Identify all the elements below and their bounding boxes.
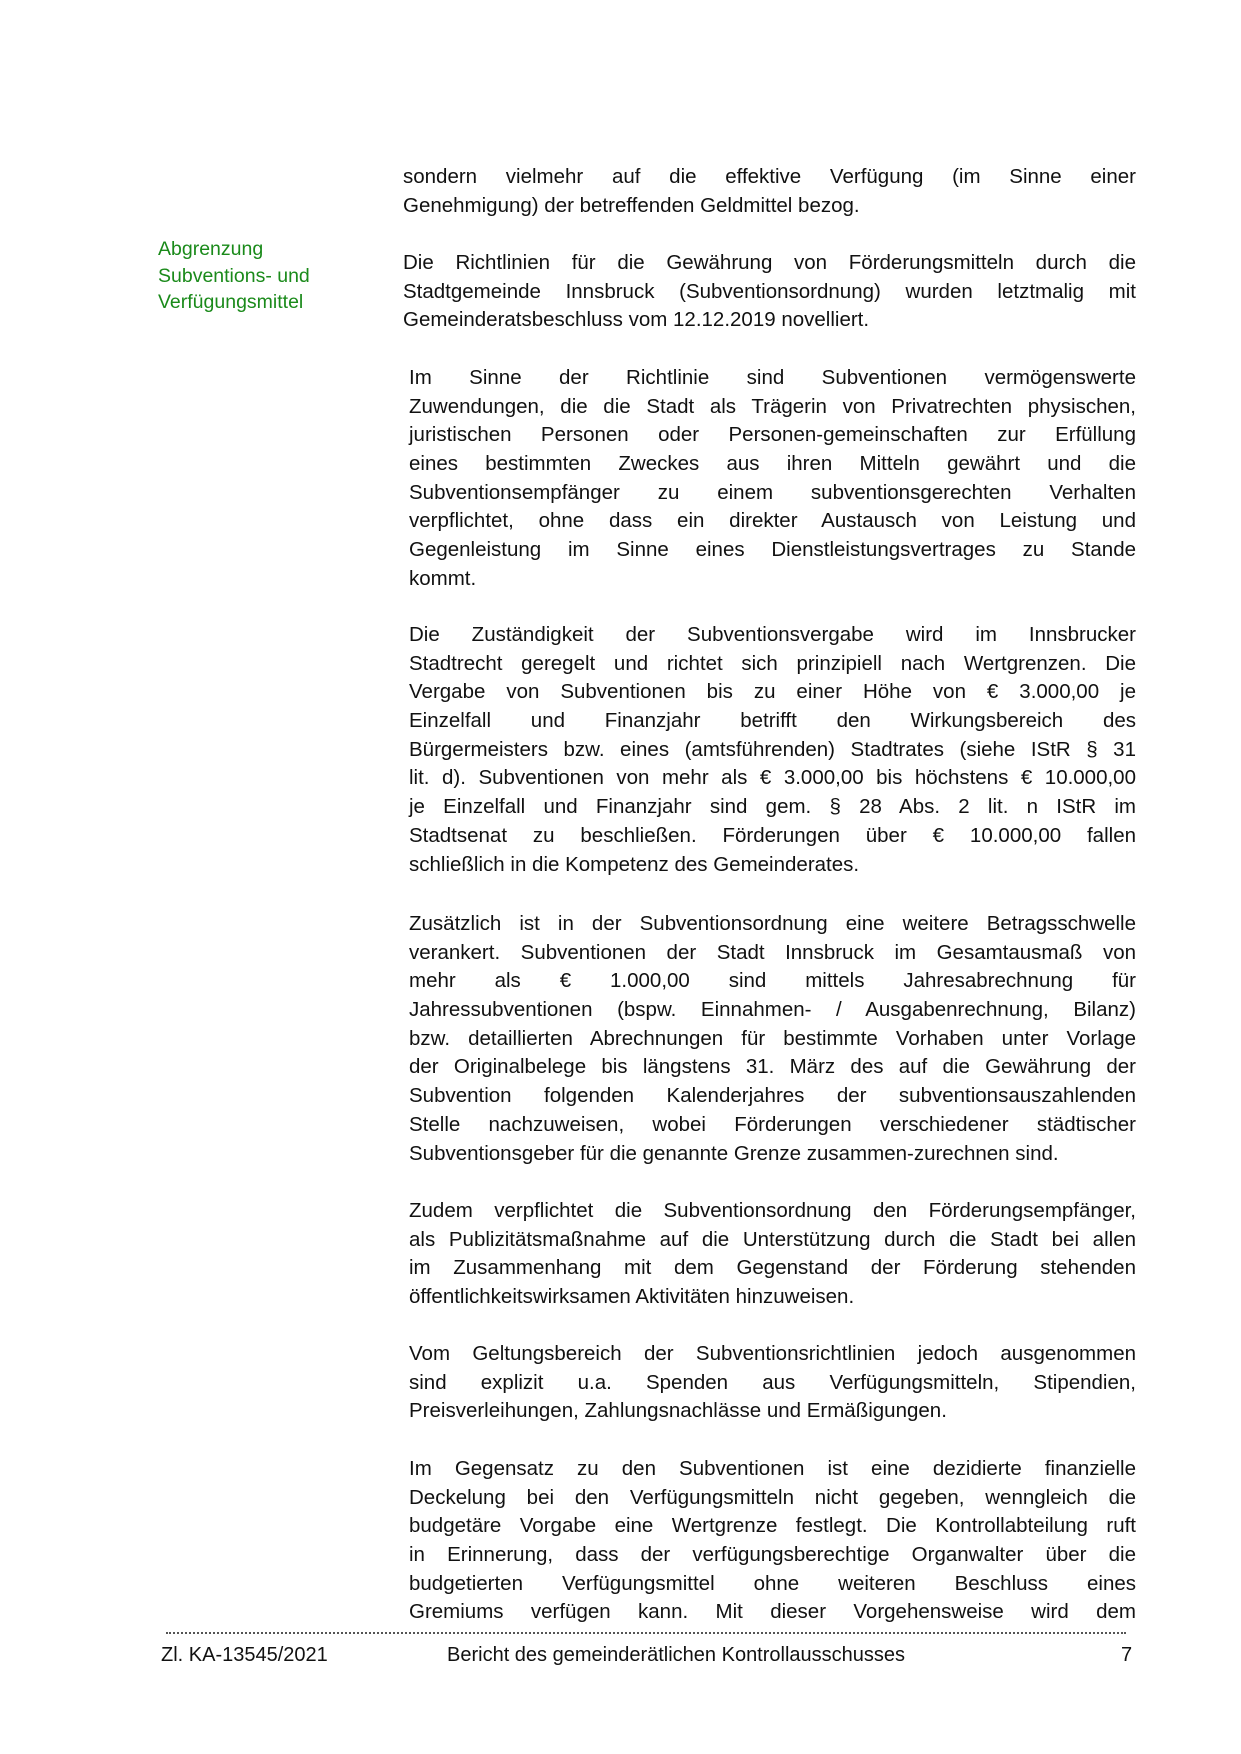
paragraph xyxy=(409,1197,1136,1312)
text-line: Stadtgemeinde Innsbruck (Subventionsordnung) wurden letztmalig mit xyxy=(403,279,1136,303)
text-line: verankert. Subventionen der Stadt Innsbruck im Gesamtausmaß von xyxy=(409,940,1136,964)
text-line: Vergabe von Subventionen bis zu einer Höhe von € 3.000,00 je xyxy=(409,680,1136,704)
text-line: Die Zuständigkeit der Subventionsvergabe wird im Innsbrucker xyxy=(409,623,1136,646)
text-line: Gremiums verfügen kann. Mit dieser Vorgehensweise wird dem xyxy=(409,1600,1136,1624)
text-line: sind explizit u.a. Spenden aus Verfügungsmitteln, Stipendien, xyxy=(409,1370,1136,1394)
text-line: öffentlichkeitswirksamen Aktivitäten hinzuweisen. xyxy=(409,1285,855,1309)
text-line: Zusätzlich ist in der Subventionsordnung eine weitere Betragsschwelle xyxy=(409,912,1136,935)
text-line: juristischen Personen oder Personen-gemeinschaften zur Erfüllung xyxy=(409,423,1136,447)
footer-reference: Zl. KA-13545/2021 xyxy=(161,1644,328,1666)
text-line: lit. d). Subventionen von mehr als € 3.000,00 bis höchstens € 10.000,00 xyxy=(409,766,1136,790)
text-line: Zudem verpflichtet die Subventionsordnung den Förderungsempfänger, xyxy=(409,1199,1136,1222)
footer-divider xyxy=(166,1632,1126,1634)
text-line: Vom Geltungsbereich der Subventionsrichtlinien jedoch ausgenommen xyxy=(409,1342,1136,1365)
text-line: verpflichtet, ohne dass ein direkter Austausch von Leistung und xyxy=(409,509,1136,533)
text-line: kommt. xyxy=(409,566,477,590)
text-line: schließlich in die Kompetenz des Gemeinderates. xyxy=(409,852,860,876)
text-line: Subventionsempfänger zu einem subventionsgerechten Verhalten xyxy=(409,480,1136,504)
text-line: Subventionsgeber für die genannte Grenze zusammen-zurechnen sind. xyxy=(409,1141,1059,1165)
text-line: je Einzelfall und Finanzjahr sind gem. § 28 Abs. 2 lit. n IStR im xyxy=(409,795,1136,819)
text-line: Jahressubventionen (bspw. Einnahmen- / Ausgabenrechnung, Bilanz) xyxy=(409,998,1136,1022)
text-line: Deckelung bei den Verfügungsmitteln nicht gegeben, wenngleich die xyxy=(409,1485,1136,1509)
text-line: Im Gegensatz zu den Subventionen ist eine dezidierte finanzielle xyxy=(409,1457,1136,1480)
text-line: Zuwendungen, die die Stadt als Trägerin von Privatrechten physischen, xyxy=(409,394,1136,418)
text-line: Stadtsenat zu beschließen. Förderungen über € 10.000,00 fallen xyxy=(409,823,1136,847)
text-line: eines bestimmten Zweckes aus ihren Mitteln gewährt und die xyxy=(409,452,1136,476)
page-number: 7 xyxy=(1121,1644,1133,1666)
text-line: der Originalbelege bis längstens 31. März des auf die Gewährung der xyxy=(409,1055,1136,1079)
text-line: mehr als € 1.000,00 sind mittels Jahresabrechnung für xyxy=(409,969,1136,993)
text-line: Einzelfall und Finanzjahr betrifft den Wirkungsbereich des xyxy=(409,709,1136,733)
margin-note-line: Verfügungsmittel xyxy=(158,291,304,313)
text-line: Gegenleistung im Sinne eines Dienstleistungsvertrages zu Stande xyxy=(409,538,1136,562)
paragraph xyxy=(409,1340,1136,1426)
text-line: sondern vielmehr auf die effektive Verfügung (im Sinne einer xyxy=(403,165,1136,188)
text-line: budgetäre Vorgabe eine Wertgrenze festlegt. Die Kontrollabteilung ruft xyxy=(409,1514,1136,1538)
paragraph xyxy=(403,249,1136,335)
text-line: im Zusammenhang mit dem Gegenstand der Förderung stehenden xyxy=(409,1256,1136,1280)
text-line: Subvention folgenden Kalenderjahres der subventionsauszahlenden xyxy=(409,1084,1136,1108)
footer-title: Bericht des gemeinderätlichen Kontrollausschusses xyxy=(447,1644,906,1666)
paragraph xyxy=(409,364,1136,594)
text-line: Die Richtlinien für die Gewährung von Förderungsmitteln durch die xyxy=(403,251,1136,274)
paragraph xyxy=(403,163,1136,220)
text-line: Stadtrecht geregelt und richtet sich prinzipiell nach Wertgrenzen. Die xyxy=(409,651,1136,675)
text-line: Stelle nachzuweisen, wobei Förderungen verschiedener städtischer xyxy=(409,1112,1136,1136)
text-line: budgetierten Verfügungsmittel ohne weiteren Beschluss eines xyxy=(409,1571,1136,1595)
text-line: Bürgermeisters bzw. eines (amtsführenden) Stadtrates (siehe IStR § 31 xyxy=(409,737,1136,761)
text-line: Genehmigung) der betreffenden Geldmittel bezog. xyxy=(403,193,860,217)
margin-note xyxy=(158,236,310,316)
text-line: Preisverleihungen, Zahlungsnachlässe und Ermäßigungen. xyxy=(409,1399,947,1423)
text-line: als Publizitätsmaßnahme auf die Unterstützung durch die Stadt bei allen xyxy=(409,1227,1136,1251)
text-line: Gemeinderatsbeschluss vom 12.12.2019 novelliert. xyxy=(403,308,870,332)
paragraph xyxy=(409,910,1136,1168)
text-line: in Erinnerung, dass der verfügungsberechtige Organwalter über die xyxy=(409,1543,1136,1567)
paragraph xyxy=(409,1455,1136,1627)
margin-note-line: Subventions- und xyxy=(158,264,310,287)
text-line: bzw. detaillierten Abrechnungen für bestimmte Vorhaben unter Vorlage xyxy=(409,1026,1136,1050)
margin-note-line: Abgrenzung xyxy=(158,238,264,260)
text-line: Im Sinne der Richtlinie sind Subventionen vermögenswerte xyxy=(409,366,1136,389)
paragraph xyxy=(409,621,1136,879)
